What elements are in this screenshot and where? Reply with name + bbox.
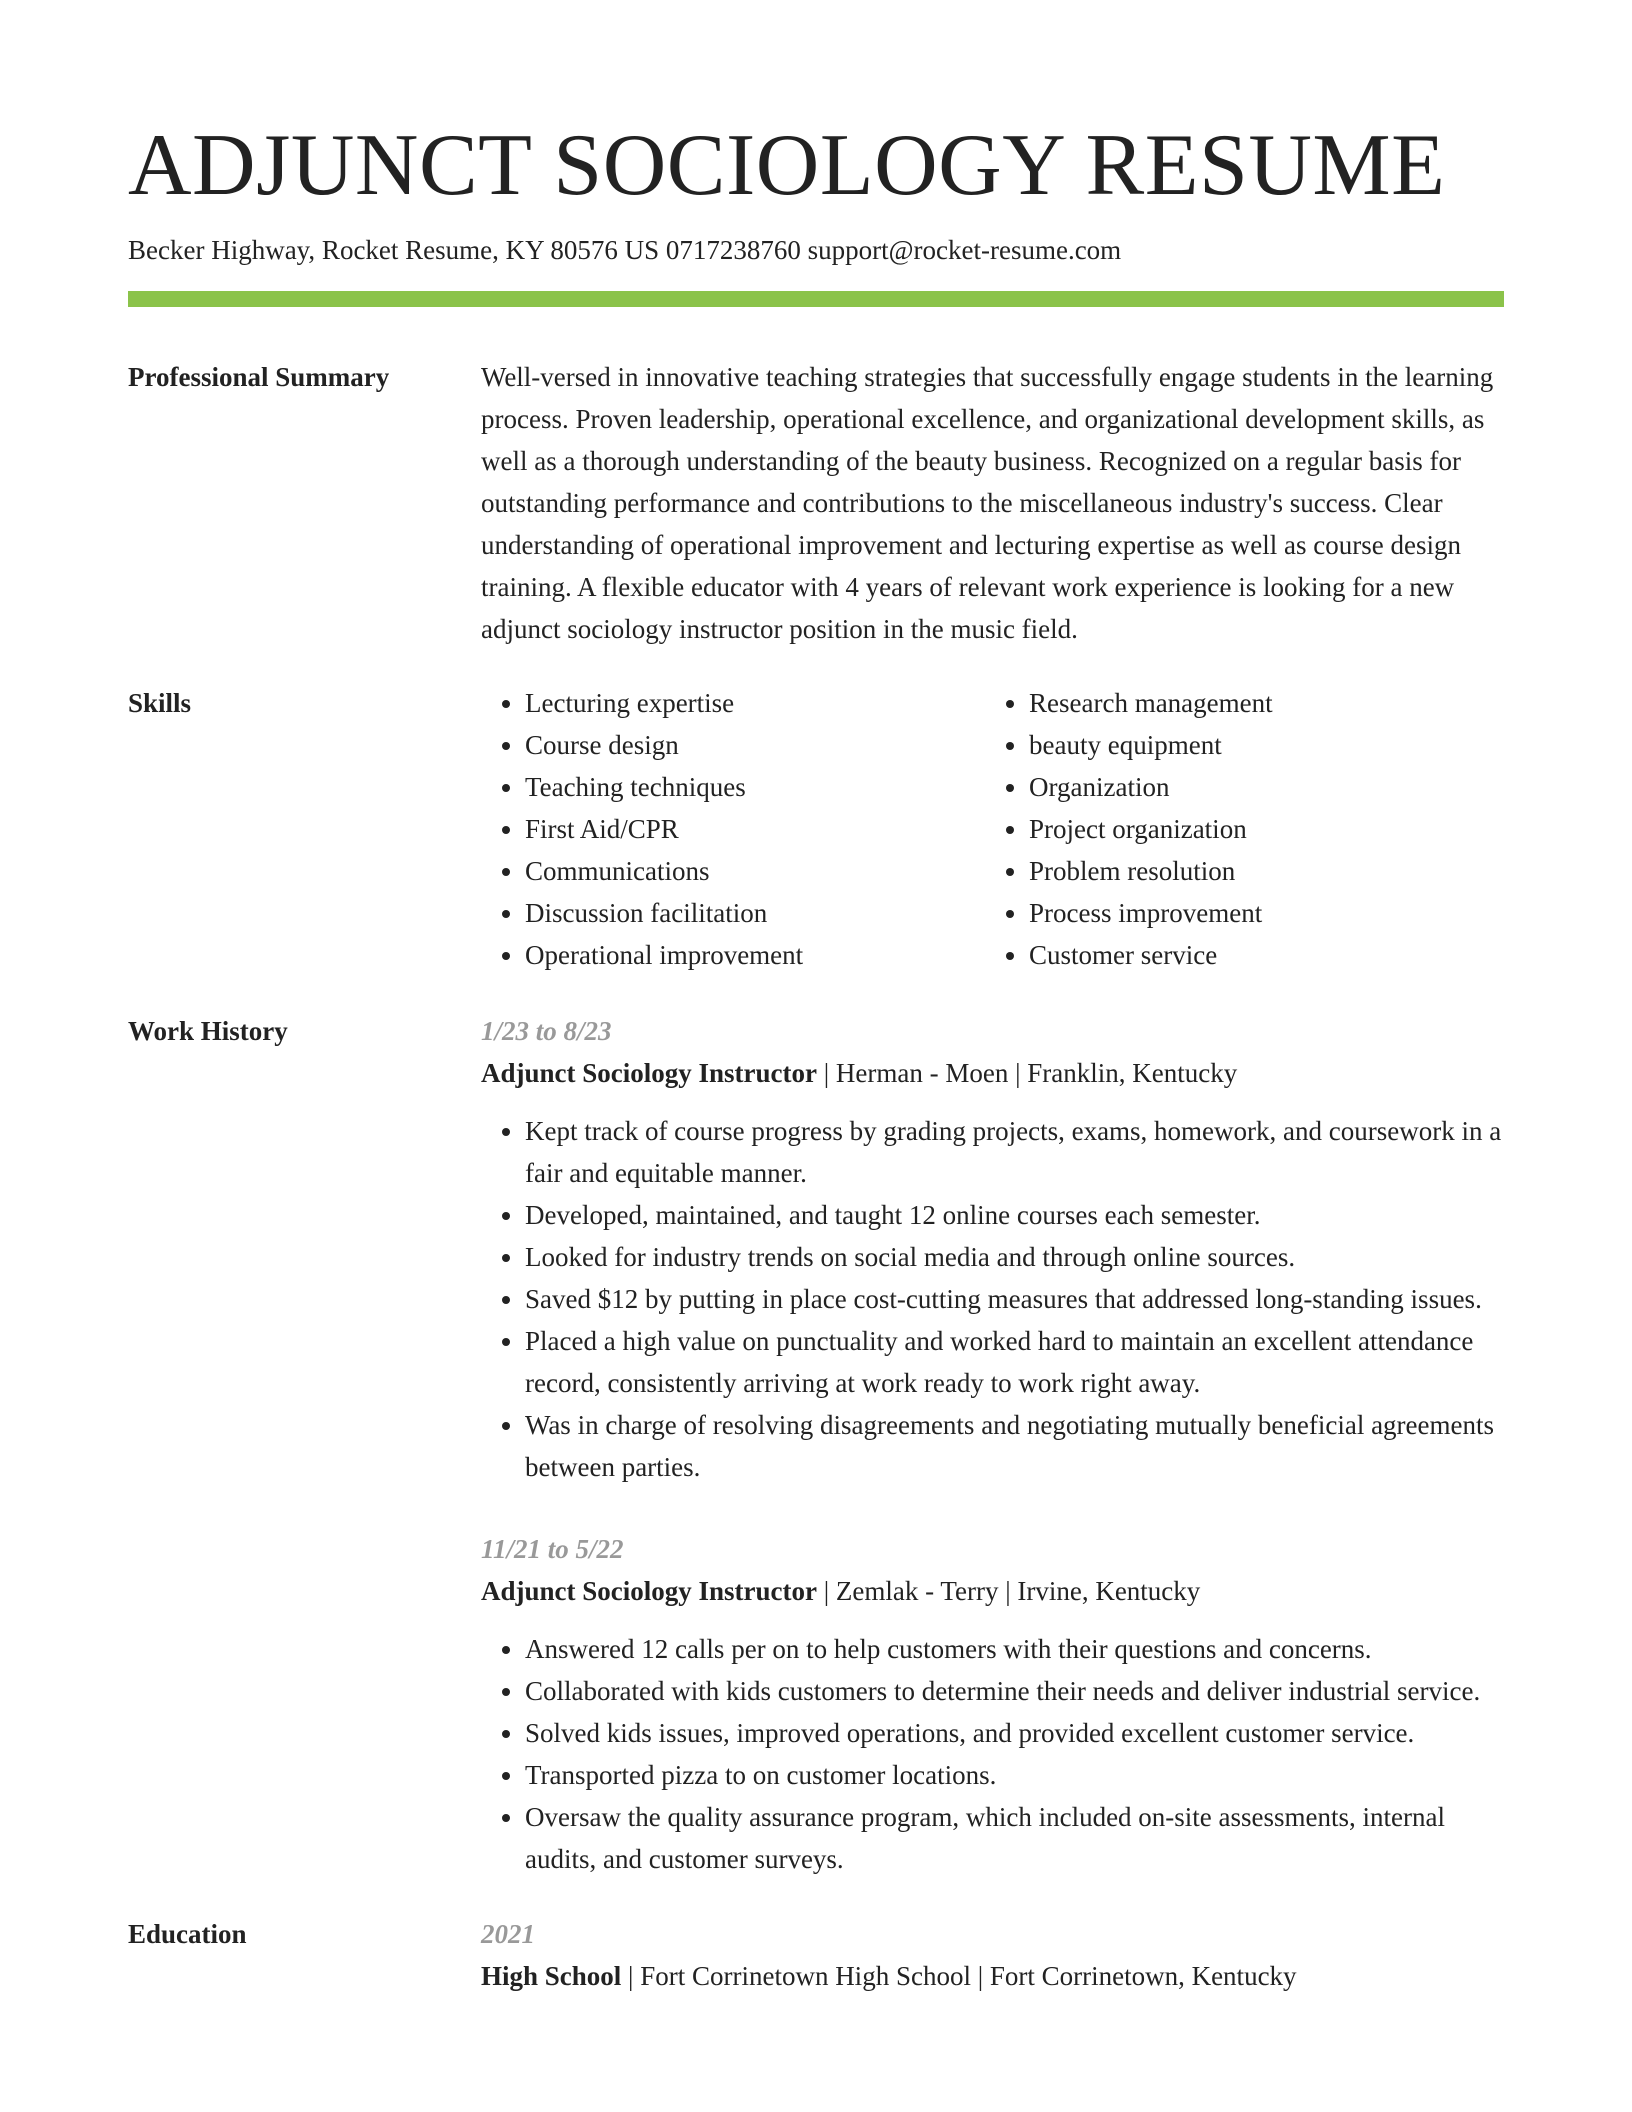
job-bullets: [481, 1628, 1504, 1880]
job-bullet: • Answered 12 calls per on to help customers with their questions and concerns.: [525, 1628, 1504, 1670]
job-bullet: • Solved kids issues, improved operations, and provided excellent customer service.: [525, 1712, 1504, 1754]
job-role-line: [481, 1570, 1504, 1612]
education-degree: High School: [481, 1961, 622, 1992]
skill-item: • Teaching techniques: [525, 766, 985, 808]
skill-item: • Communications: [525, 850, 985, 892]
summary-text: Well-versed in innovative teaching strategies that successfully engage students in the learning process. Proven leadership, operational excellence, and organizational development skills, as well as a thorough understanding of the beauty business. Recognized on a regular basis for outstanding performance and contributions to the miscellaneous industry's success. Clear understanding of operational improvement and lecturing expertise as well as course design training. A flexible educator with 4 years of relevant work experience is looking for a new adjunct sociology instructor position in the music field.: [481, 362, 1494, 645]
job-date: 11/21 to 5/22: [481, 1534, 624, 1565]
job-bullet: • Collaborated with kids customers to determine their needs and deliver industrial service.: [525, 1670, 1504, 1712]
header-divider: [128, 291, 1504, 307]
education-line: [481, 1955, 1504, 1997]
job-date: 1/23 to 8/23: [481, 1016, 612, 1047]
skill-item: • Organization: [1029, 766, 1509, 808]
job-title: Adjunct Sociology Instructor: [481, 1058, 817, 1089]
skill-item: • Course design: [525, 724, 985, 766]
section-work-history: [128, 1010, 1504, 1880]
section-label-education: Education: [128, 1919, 247, 1950]
job-bullet: • Transported pizza to on customer locations.: [525, 1754, 1504, 1796]
job-entry: [481, 1528, 1504, 1880]
section-label-work: Work History: [128, 1016, 288, 1047]
job-bullet: • Kept track of course progress by grading projects, exams, homework, and coursework in a fair and equitable manner.: [525, 1110, 1504, 1194]
skill-item: • First Aid/CPR: [525, 808, 985, 850]
skills-list-left: [481, 682, 985, 976]
skill-item: • Customer service: [1029, 934, 1509, 976]
skill-item: • Operational improvement: [525, 934, 985, 976]
skill-item: • Lecturing expertise: [525, 682, 985, 724]
resume-title: ADJUNCT SOCIOLOGY RESUME: [128, 117, 1446, 214]
skill-item: • Discussion facilitation: [525, 892, 985, 934]
job-bullet: • Developed, maintained, and taught 12 online courses each semester.: [525, 1194, 1504, 1236]
section-skills: [128, 682, 1504, 976]
job-bullet: • Oversaw the quality assurance program, which included on-site assessments, internal audits, and customer surveys.: [525, 1796, 1504, 1880]
skill-item: • Process improvement: [1029, 892, 1509, 934]
job-bullet: • Looked for industry trends on social media and through online sources.: [525, 1236, 1504, 1278]
job-title: Adjunct Sociology Instructor: [481, 1576, 817, 1607]
skill-item: • Problem resolution: [1029, 850, 1509, 892]
section-professional-summary: [128, 356, 1504, 650]
job-bullet: • Was in charge of resolving disagreements and negotiating mutually beneficial agreements between parties.: [525, 1404, 1504, 1488]
job-details: | Zemlak - Terry | Irvine, Kentucky: [817, 1576, 1201, 1607]
education-details: | Fort Corrinetown High School | Fort Corrinetown, Kentucky: [621, 1961, 1297, 1992]
job-entry: [481, 1010, 1504, 1488]
job-details: | Herman - Moen | Franklin, Kentucky: [817, 1058, 1238, 1089]
job-bullets: [481, 1110, 1504, 1488]
skill-item: • beauty equipment: [1029, 724, 1509, 766]
job-bullet: • Placed a high value on punctuality and worked hard to maintain an excellent attendance record, consistently arriving at work ready to work right away.: [525, 1320, 1504, 1404]
skills-list-right: [985, 682, 1509, 976]
section-label-summary: Professional Summary: [128, 362, 390, 393]
job-role-line: [481, 1052, 1504, 1094]
contact-line: Becker Highway, Rocket Resume, KY 80576 US 0717238760 support@rocket-resume.com: [128, 235, 1122, 265]
section-label-skills: Skills: [128, 688, 192, 719]
section-education: [128, 1913, 1504, 1997]
skill-item: • Project organization: [1029, 808, 1509, 850]
job-bullet: • Saved $12 by putting in place cost-cutting measures that addressed long-standing issues.: [525, 1278, 1504, 1320]
education-date: 2021: [481, 1919, 535, 1950]
skill-item: • Research management: [1029, 682, 1509, 724]
